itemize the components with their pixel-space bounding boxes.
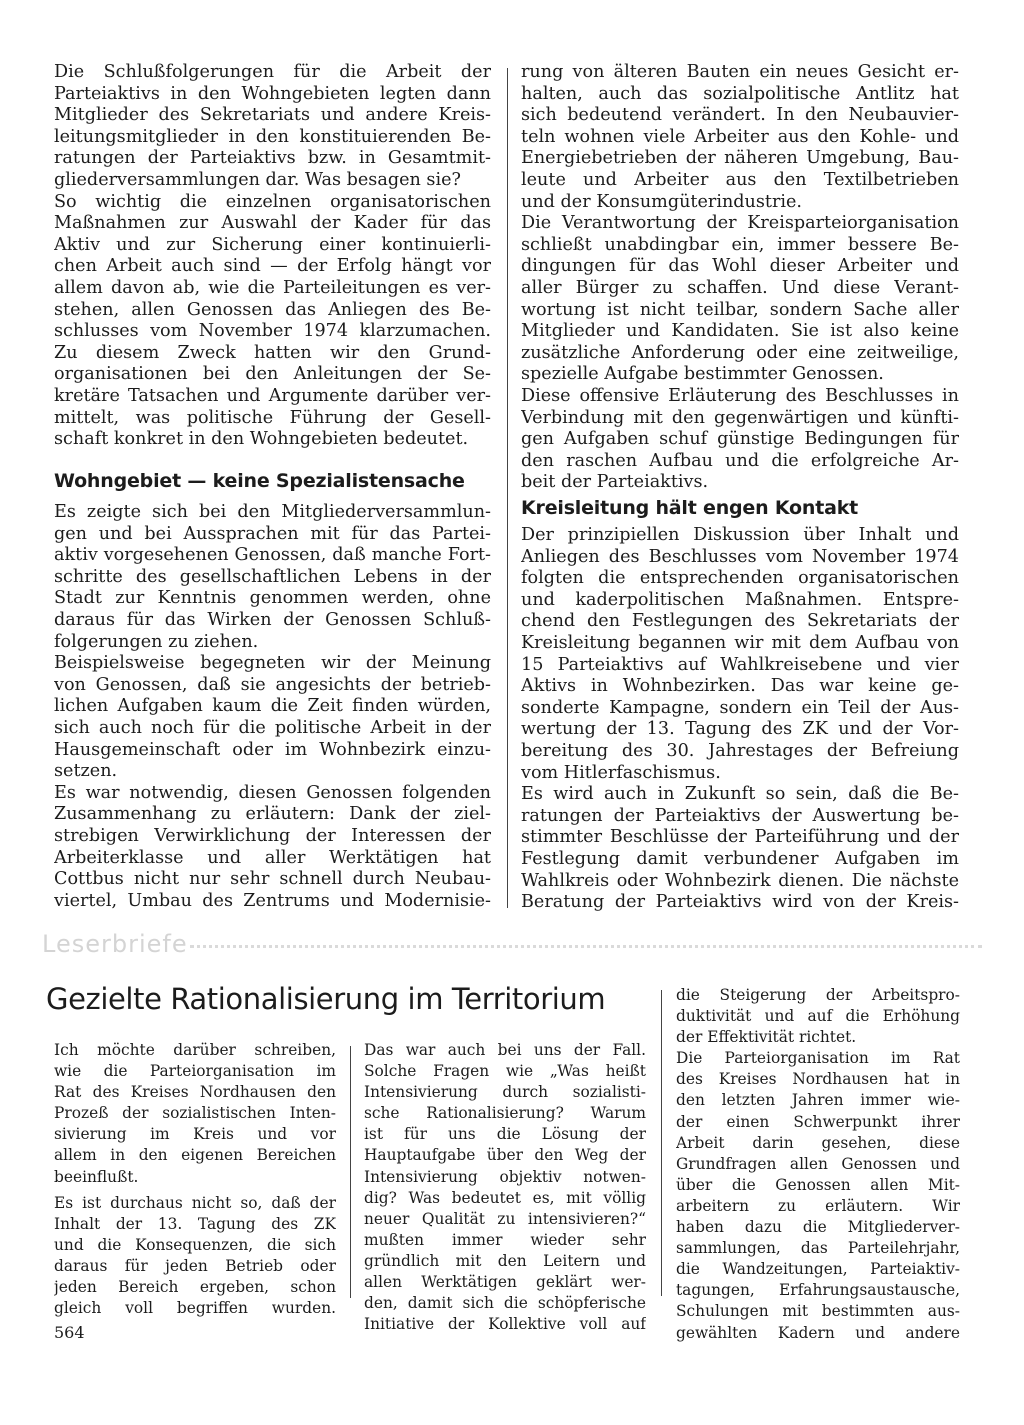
text-line: stimmter Beschlüsse der Parteiführung und der bbox=[521, 827, 959, 848]
text-line: sich auch noch für die politische Arbeit in der bbox=[54, 717, 491, 738]
text-line: allen Werktätigen geklärt wer- bbox=[364, 1273, 646, 1292]
text-line: dingungen für das Wohl dieser Arbeiter und bbox=[521, 256, 959, 277]
subheading-kreisleitung: Kreisleitung hält engen Kontakt bbox=[521, 497, 859, 519]
text-line: Das war auch bei uns der Fall. bbox=[364, 1041, 646, 1059]
text-line: gewählten Kadern und andere bbox=[676, 1323, 960, 1342]
text-line: Inhalt der 13. Tagung des ZK bbox=[54, 1215, 336, 1234]
text-line: lichen Aufgaben kaum die Zeit finden würden, bbox=[54, 696, 491, 717]
text-line: setzen. bbox=[54, 761, 118, 782]
text-line: 15 Parteiaktivs auf Wahlkreisebene und vier bbox=[521, 654, 959, 675]
text-line: halten, auch das sozialpolitische Antlitz hat bbox=[521, 83, 959, 104]
text-line: die Wandzeitungen, Parteiaktiv- bbox=[676, 1260, 960, 1279]
text-line: jeden Bereich ergeben, schon bbox=[54, 1278, 336, 1297]
text-line: sammlungen, das Parteilehrjahr, bbox=[676, 1239, 960, 1258]
text-line: Stadt zur Kenntnis genommen werden, ohne bbox=[54, 588, 491, 609]
column-divider bbox=[507, 68, 508, 908]
text-line: gen Aufgaben schuf günstige Bedingungen für bbox=[521, 429, 959, 450]
text-line: Zu diesem Zweck hatten wir den Grund- bbox=[54, 342, 491, 363]
text-line: Intensivierung objektiv notwen- bbox=[364, 1167, 646, 1186]
letter-column-2 bbox=[364, 1040, 646, 1335]
text-line: Arbeit darin gesehen, diese bbox=[676, 1133, 960, 1152]
text-line: Grundfragen allen Genossen und bbox=[676, 1154, 960, 1173]
text-line: Parteiaktivs in den Wohngebieten legten dann bbox=[54, 83, 491, 104]
text-line: der einen Schwerpunkt ihrer bbox=[676, 1112, 960, 1131]
text-line: Initiative der Kollektive voll auf bbox=[364, 1315, 646, 1334]
text-line: wortung ist nicht teilbar, sondern Sache aller bbox=[521, 299, 959, 320]
text-line: daraus für jeden Betrieb oder bbox=[54, 1257, 336, 1276]
text-line: bereitung des 30. Jahrestages der Befreiung bbox=[521, 740, 959, 761]
article-column-2-continued bbox=[521, 525, 959, 914]
letter-column-1 bbox=[54, 1040, 336, 1188]
text-line: zusätzliche Anforderung oder eine zeitweilige, bbox=[521, 342, 959, 363]
text-line: dig? Was bedeutet es, mit völlig bbox=[364, 1188, 646, 1207]
text-line: viertel, Umbau des Zentrums und Modernisie- bbox=[54, 890, 491, 911]
text-line: gleich voll begriffen wurden. bbox=[54, 1299, 336, 1318]
text-line: ratungen der Parteiaktivs der Auswertung be- bbox=[521, 805, 959, 826]
text-line: Prozeß der sozialistischen Inten- bbox=[54, 1104, 336, 1123]
text-line: kretäre Tatsachen und Argumente darüber ver- bbox=[54, 385, 491, 406]
text-line: Beispielsweise begegneten wir der Meinung bbox=[54, 653, 491, 674]
text-line: den letzten Jahren immer wie- bbox=[676, 1091, 960, 1110]
text-line: die Steigerung der Arbeitspro- bbox=[676, 986, 960, 1004]
text-line: beeinflußt. bbox=[54, 1167, 139, 1186]
text-line: Es wird auch in Zukunft so sein, daß die Be- bbox=[521, 784, 959, 805]
article-column-2 bbox=[521, 62, 959, 494]
text-line: Cottbus nicht nur sehr schnell durch Neubau- bbox=[54, 869, 491, 890]
text-line: Mitglieder des Sekretariats und andere Kreis- bbox=[54, 105, 491, 126]
text-line: allem in den eigenen Bereichen bbox=[54, 1146, 336, 1165]
text-line: Aktiv und zur Sicherung einer kontinuierli- bbox=[54, 234, 491, 255]
text-line: spezielle Aufgabe bestimmter Genossen. bbox=[521, 364, 884, 385]
section-label: Leserbriefe bbox=[42, 930, 188, 958]
subheading-wohngebiet: Wohngebiet — keine Spezialistensache bbox=[54, 470, 465, 492]
text-line: Es war notwendig, diesen Genossen folgenden bbox=[54, 782, 491, 803]
text-line: sivierung im Kreis und vor bbox=[54, 1125, 336, 1144]
text-line: schaft konkret in den Wohngebieten bedeutet. bbox=[54, 429, 469, 450]
text-line: leitungsmitglieder in den konstituierenden Be- bbox=[54, 126, 491, 147]
text-line: sonderte Kampagne, sondern ein Teil der Aus- bbox=[521, 697, 959, 718]
text-line: und die Konsequenzen, die sich bbox=[54, 1236, 336, 1255]
text-line: gründlich mit den Leitern und bbox=[364, 1251, 646, 1270]
text-line: chen Arbeit auch sind — der Erfolg hängt vor bbox=[54, 256, 491, 277]
text-line: organisationen bei den Anleitungen der Se- bbox=[54, 364, 491, 385]
text-line: aktiv vorgesehenen Genossen, daß manche Fort- bbox=[54, 545, 491, 566]
text-line: Wahlkreis oder Wohnbezirk dienen. Die nächste bbox=[521, 870, 959, 891]
text-line: gliederversammlungen dar. Was besagen sie? bbox=[54, 169, 461, 190]
text-line: Maßnahmen zur Auswahl der Kader für das bbox=[54, 213, 491, 234]
article-column-1-continued bbox=[54, 502, 491, 912]
letter-divider-2 bbox=[661, 990, 662, 1296]
text-line: wertung der 13. Tagung des ZK und der Vor- bbox=[521, 719, 959, 740]
text-line: Es ist durchaus nicht so, daß der bbox=[54, 1194, 336, 1212]
text-line: mittelt, was politische Führung der Gesell- bbox=[54, 407, 491, 428]
text-line: Beratung der Parteiaktivs wird von der Kreis- bbox=[521, 892, 959, 913]
text-line: daraus für das Wirken der Genossen Schluß- bbox=[54, 609, 491, 630]
text-line: Die Parteiorganisation im Rat bbox=[676, 1049, 960, 1068]
text-line: arbeitern zu erläutern. Wir bbox=[676, 1196, 960, 1215]
text-line: vom Hitlerfaschismus. bbox=[521, 762, 721, 783]
text-line: über die Genossen allen Mit- bbox=[676, 1175, 960, 1194]
text-line: chend den Festlegungen des Sekretariats der bbox=[521, 611, 959, 632]
text-line: Arbeiterklasse und aller Werktätigen hat bbox=[54, 847, 491, 868]
text-line: folgten die entsprechenden organisatorischen bbox=[521, 568, 959, 589]
text-line: schritte des gesellschaftlichen Lebens in der bbox=[54, 566, 491, 587]
text-line: Die Schlußfolgerungen für die Arbeit der bbox=[54, 62, 491, 82]
text-line: rung von älteren Bauten ein neues Gesicht er- bbox=[521, 62, 959, 82]
text-line: Energiebetrieben der näheren Umgebung, Bau- bbox=[521, 148, 959, 169]
text-line: Anliegen des Beschlusses vom November 1974 bbox=[521, 546, 959, 567]
section-rule bbox=[190, 945, 982, 948]
text-line: Hausgemeinschaft oder im Wohnbezirk einzu- bbox=[54, 739, 491, 760]
text-line: schlusses vom November 1974 klarzumachen. bbox=[54, 321, 491, 342]
text-line: sich bedeutend verändert. In den Neubauvier- bbox=[521, 105, 959, 126]
text-line: Intensivierung durch sozialisti- bbox=[364, 1083, 646, 1102]
text-line: ist für uns die Lösung der bbox=[364, 1125, 646, 1144]
text-line: schließt unabdingbar ein, immer bessere Be- bbox=[521, 234, 959, 255]
text-line: wie die Parteiorganisation im bbox=[54, 1062, 336, 1081]
text-line: den raschen Aufbau und die erfolgreiche Ar- bbox=[521, 450, 959, 471]
text-line: leute und Arbeiter aus den Textilbetrieben bbox=[521, 169, 959, 190]
text-line: allem davon ab, wie die Parteileitungen es ver- bbox=[54, 277, 491, 298]
text-line: des Kreises Nordhausen hat in bbox=[676, 1070, 960, 1089]
text-line: Zusammenhang zu erläutern: Dank der ziel- bbox=[54, 804, 491, 825]
text-line: So wichtig die einzelnen organisatorischen bbox=[54, 191, 491, 212]
text-line: ratungen der Parteiaktivs bzw. in Gesamtmit- bbox=[54, 148, 491, 169]
text-line: den, damit sich die schöpferische bbox=[364, 1294, 646, 1313]
text-line: folgerungen zu ziehen. bbox=[54, 631, 259, 652]
letter-title: Gezielte Rationalisierung im Territorium bbox=[46, 982, 606, 1016]
text-line: tagungen, Erfahrungsaustausche, bbox=[676, 1281, 960, 1300]
text-line: aller Bürger zu schaffen. Und diese Verant- bbox=[521, 277, 959, 298]
text-line: Festlegung damit verbundener Aufgaben im bbox=[521, 848, 959, 869]
text-line: gen und bei Aussprachen mit für das Partei- bbox=[54, 523, 491, 544]
text-line: der Effektivität richtet. bbox=[676, 1028, 857, 1047]
text-line: Der prinzipiellen Diskussion über Inhalt und bbox=[521, 525, 959, 545]
text-line: Ich möchte darüber schreiben, bbox=[54, 1041, 336, 1059]
letter-column-3 bbox=[676, 985, 960, 1344]
text-line: mußten immer wieder sehr bbox=[364, 1230, 646, 1249]
text-line: duktivität und auf die Erhöhung bbox=[676, 1007, 960, 1026]
text-line: beit der Parteiaktivs. bbox=[521, 472, 709, 493]
text-line: strebigen Verwirklichung der Interessen der bbox=[54, 825, 491, 846]
text-line: Mitglieder und Kandidaten. Sie ist also keine bbox=[521, 321, 959, 342]
text-line: stehen, allen Genossen das Anliegen des Be- bbox=[54, 299, 491, 320]
text-line: haben dazu die Mitgliederver- bbox=[676, 1218, 960, 1237]
text-line: neuer Qualität zu intensivieren?“ bbox=[364, 1209, 646, 1228]
text-line: Kreisleitung begannen wir mit dem Aufbau von bbox=[521, 632, 959, 653]
text-line: Rat des Kreises Nordhausen den bbox=[54, 1083, 336, 1102]
page-number: 564 bbox=[54, 1323, 85, 1342]
text-line: von Genossen, daß sie angesichts der betrieb- bbox=[54, 674, 491, 695]
text-line: und der Konsumgüterindustrie. bbox=[521, 191, 803, 212]
article-column-1 bbox=[54, 62, 491, 451]
text-line: Solche Fragen wie „Was heißt bbox=[364, 1062, 646, 1081]
text-line: Hauptaufgabe über den Weg der bbox=[364, 1146, 646, 1165]
text-line: Diese offensive Erläuterung des Beschlusses in bbox=[521, 385, 959, 406]
letter-column-1-continued bbox=[54, 1193, 336, 1320]
text-line: Die Verantwortung der Kreisparteiorganisation bbox=[521, 213, 959, 234]
text-line: teln wohnen viele Arbeiter aus den Kohle- und bbox=[521, 126, 959, 147]
text-line: Aktivs in Wohnbezirken. Das war keine ge- bbox=[521, 676, 959, 697]
text-line: sche Rationalisierung? Warum bbox=[364, 1104, 646, 1123]
letter-divider-1 bbox=[350, 1046, 351, 1298]
text-line: Es zeigte sich bei den Mitgliederversammlun- bbox=[54, 502, 491, 522]
text-line: und kaderpolitischen Maßnahmen. Entspre- bbox=[521, 589, 959, 610]
text-line: Schulungen mit bestimmten aus- bbox=[676, 1302, 960, 1321]
text-line: Verbindung mit den gegenwärtigen und künfti- bbox=[521, 407, 959, 428]
